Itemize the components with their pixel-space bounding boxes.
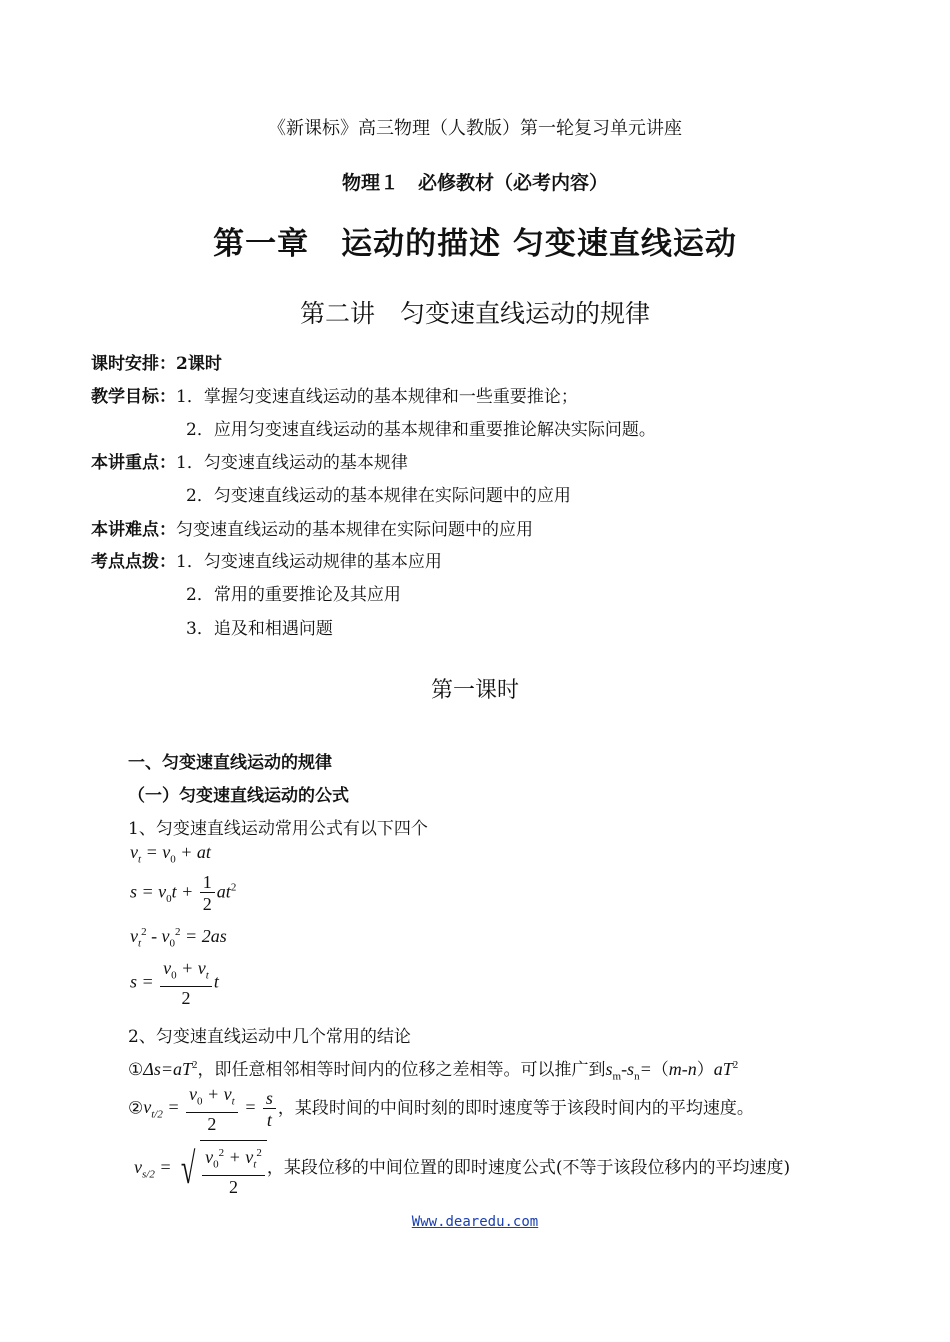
conclusion-3-text: ，某段位移的中间位置的即时速度公式(不等于该段位移内的平均速度) bbox=[266, 1157, 791, 1178]
series-title: 《新课标》高三物理（人教版）第一轮复习单元讲座 bbox=[268, 118, 682, 139]
focus-label: 本讲重点： bbox=[91, 453, 176, 473]
conclusion-2-text: ，某段时间的中间时刻的即时速度等于该段时间内的平均速度。 bbox=[277, 1098, 754, 1119]
section-heading: 一、匀变速直线运动的规律 bbox=[128, 753, 332, 773]
formula-velocity-squared: $v_t^2 - v_0^2 = 2as$ bbox=[130, 926, 227, 950]
formula-velocity: $v_t = v_0$ + at bbox=[130, 842, 211, 866]
focus-item: 1．匀变速直线运动的基本规律 bbox=[176, 453, 408, 473]
tip-item: 3．追及和相遇问题 bbox=[186, 619, 333, 639]
footer-link[interactable]: Www.dearedu.com bbox=[411, 1214, 539, 1230]
formula-average-velocity: s = $\frac{v_0 + v_t}{2}$ t bbox=[130, 958, 219, 1008]
lesson-title: 第一课时 bbox=[430, 678, 519, 703]
difficulty-text: 匀变速直线运动的基本规律在实际问题中的应用 bbox=[176, 520, 533, 540]
formula-displacement: $s = v_0t$ + $\frac{1}{2}$ $at^2$ bbox=[130, 872, 237, 914]
goals-label: 教学目标： bbox=[91, 387, 176, 407]
conclusion-2: $②v_{t/2}$ = $\frac{v_0 + v_t}{2}$ = $\frac{s}{t}$ ，某段时间的中间时刻的即时速度等于该段时间内的平均速度。 bbox=[128, 1084, 754, 1134]
item-marker: ① bbox=[128, 1060, 144, 1080]
conclusion-3: $v_{s/2}$ = √ $\frac{v_0^2 + v_t^2}{2}$ ，某段位移的中间位置的即时速度公式(不等于该段位移内的平均速度) bbox=[134, 1140, 790, 1198]
goal-item: 1．掌握匀变速直线运动的基本规律和一些重要推论； bbox=[176, 387, 578, 407]
difficulty-label: 本讲难点： bbox=[91, 520, 176, 540]
schedule-label: 课时安排： bbox=[91, 354, 176, 374]
schedule-value: 2课时 bbox=[176, 354, 222, 374]
chapter-title: 第一章 运动的描述 匀变速直线运动 bbox=[213, 226, 737, 262]
goals-row bbox=[91, 385, 578, 409]
difficulty-row bbox=[91, 518, 533, 542]
formula-intro: 1、匀变速直线运动常用公式有以下四个 bbox=[128, 819, 428, 839]
schedule-row bbox=[91, 352, 222, 376]
subsection-heading: （一）匀变速直线运动的公式 bbox=[128, 786, 349, 806]
focus-row bbox=[91, 451, 408, 475]
subject-line: 物理１ 必修教材（必考内容） bbox=[341, 172, 608, 194]
conclusions-intro: 2、匀变速直线运动中几个常用的结论 bbox=[128, 1027, 411, 1047]
conclusion-1: $①\Delta s=aT^2$，即任意相邻相等时间内的位移之差相等。可以推广到$s_m-s_n=(m-n)aT^2$ bbox=[128, 1059, 739, 1083]
tips-label: 考点点拨： bbox=[91, 552, 176, 572]
tip-item: 2．常用的重要推论及其应用 bbox=[186, 585, 401, 605]
tip-item: 1．匀变速直线运动规律的基本应用 bbox=[176, 552, 442, 572]
lecture-title: 第二讲 匀变速直线运动的规律 bbox=[299, 299, 650, 328]
goal-item: 2．应用匀变速直线运动的基本规律和重要推论解决实际问题。 bbox=[186, 420, 656, 440]
focus-item: 2．匀变速直线运动的基本规律在实际问题中的应用 bbox=[186, 486, 571, 506]
item-marker: ② bbox=[128, 1098, 144, 1119]
conclusion-1-text: ，即任意相邻相等时间内的位移之差相等。可以推广到 bbox=[197, 1060, 606, 1080]
tips-row bbox=[91, 550, 442, 574]
